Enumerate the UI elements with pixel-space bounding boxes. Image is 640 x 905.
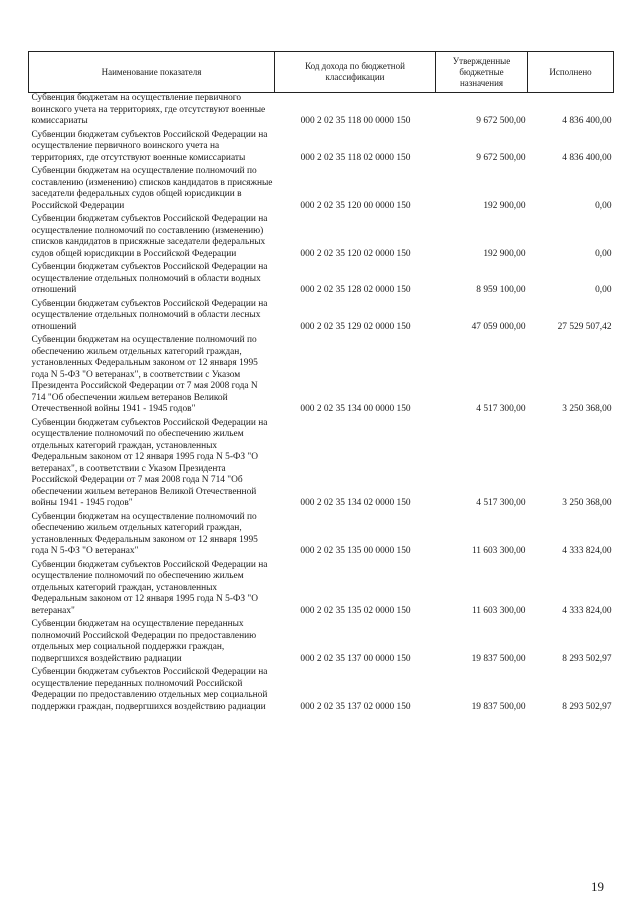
cell-name: Субвенция бюджетам на осуществление первичного воинского учета на территориях, где отсутствуют военные комиссариаты (31, 93, 266, 126)
cell-code: 000 2 02 35 128 02 0000 150 (300, 285, 411, 295)
table-row (29, 619, 614, 667)
cell-name: Субвенции бюджетам субъектов Российской Федерации на осуществление переданных полномочий Российской Федерации по предоставлению отдельных мер социальной поддержки граждан, подвергшихся воздействию радиации (31, 667, 268, 712)
cell-code: 000 2 02 35 129 02 0000 150 (300, 321, 411, 332)
budget-table (28, 51, 614, 715)
header-code: Код дохода по бюджетной классификации (275, 52, 436, 93)
header-approved: Утвержденные бюджетные назначения (436, 52, 528, 93)
cell-name: Субвенции бюджетам субъектов Российской Федерации на осуществление полномочий по составлению (изменению) списков кандидатов в присяжные заседатели федеральных судов общей юрисдикции в Российской Федерации (31, 214, 268, 259)
table-row (29, 512, 614, 560)
cell-code: 000 2 02 35 134 02 0000 150 (300, 498, 411, 508)
cell-approved: 11 603 300,00 (471, 546, 526, 556)
cell-approved: 19 837 500,00 (471, 701, 526, 712)
header-executed: Исполнено (528, 52, 614, 93)
table-body (29, 93, 614, 716)
cell-name: Субвенции бюджетам на осуществление полномочий по обеспечению жильем отдельных категорий граждан, установленных Федеральным законом от 12 января 1995 года N 5-ФЗ "О ветеранах" (31, 511, 258, 556)
cell-code: 000 2 02 35 118 02 0000 150 (300, 152, 411, 163)
cell-code: 000 2 02 35 135 00 0000 150 (300, 546, 411, 556)
cell-executed: 8 293 502,97 (562, 653, 612, 664)
header-name: Наименование показателя (29, 52, 275, 93)
table-row (29, 667, 614, 715)
table-row (29, 418, 614, 512)
cell-code: 000 2 02 35 118 00 0000 150 (300, 116, 411, 126)
page-number: 19 (591, 879, 604, 894)
cell-code: 000 2 02 35 120 00 0000 150 (300, 200, 411, 211)
table-row (29, 130, 614, 167)
cell-approved: 47 059 000,00 (471, 321, 526, 332)
table-row (29, 214, 614, 262)
cell-executed: 4 836 400,00 (562, 116, 612, 126)
cell-name: Субвенции бюджетам субъектов Российской Федерации на осуществление отдельных полномочий в области лесных отношений (31, 298, 268, 332)
cell-code: 000 2 02 35 135 02 0000 150 (300, 605, 411, 616)
table-header-row (29, 52, 614, 93)
cell-name: Субвенции бюджетам субъектов Российской Федерации на осуществление первичного воинского учета на территориях, где отсутствуют военные комиссариаты (31, 129, 268, 163)
cell-approved: 19 837 500,00 (471, 653, 526, 664)
cell-name: Субвенции бюджетам субъектов Российской Федерации на осуществление полномочий по обеспечению жильем отдельных категорий граждан, установленных Федеральным законом от 12 января 1995 года N 5-ФЗ "О ветеранах" (31, 559, 268, 616)
table-row (29, 299, 614, 336)
cell-approved: 11 603 300,00 (471, 605, 526, 616)
cell-code: 000 2 02 35 137 00 0000 150 (300, 653, 411, 664)
cell-executed: 3 250 368,00 (562, 498, 612, 508)
cell-name: Субвенции бюджетам субъектов Российской Федерации на осуществление полномочий по обеспечению жильем отдельных категорий граждан, установленных Федеральным законом от 12 января 1995 года N 5-ФЗ "О ветеранах", в соответствии с Указом Президента Российской Федерации от 7 мая 2008 года N 714 "Об обеспечении жильем ветеранов Великой Отечественной войны 1941 - 1945 годов" (31, 417, 268, 508)
table-row (29, 560, 614, 620)
cell-code: 000 2 02 35 134 00 0000 150 (300, 404, 411, 414)
cell-executed: 0,00 (595, 200, 612, 211)
cell-name: Субвенции бюджетам на осуществление полномочий по обеспечению жильем отдельных категорий граждан, установленных Федеральным законом от 12 января 1995 года N 5-ФЗ "О ветеранах", в соответствии с Указом Президента Российской Федерации от 7 мая 2008 года N 714 "Об обеспечении жильем ветеранов Великой Отечественной войны 1941 - 1945 годов" (31, 335, 258, 414)
cell-approved: 4 517 300,00 (476, 498, 526, 508)
cell-executed: 27 529 507,42 (557, 321, 612, 332)
cell-approved: 4 517 300,00 (476, 404, 526, 414)
cell-name: Субвенции бюджетам на осуществление переданных полномочий Российской Федерации по предоставлению отдельных мер социальной поддержки граждан, подвергшихся воздействию радиации (31, 619, 257, 664)
cell-approved: 9 672 500,00 (476, 116, 526, 126)
cell-executed: 0,00 (595, 248, 612, 259)
table-row (29, 262, 614, 299)
cell-approved: 9 672 500,00 (476, 152, 526, 163)
cell-executed: 4 836 400,00 (562, 152, 612, 163)
cell-code: 000 2 02 35 137 02 0000 150 (300, 701, 411, 712)
cell-executed: 8 293 502,97 (562, 701, 612, 712)
cell-executed: 3 250 368,00 (562, 404, 612, 414)
cell-code: 000 2 02 35 120 02 0000 150 (300, 248, 411, 259)
table-row (29, 166, 614, 214)
cell-approved: 192 900,00 (483, 200, 526, 211)
cell-name: Субвенции бюджетам субъектов Российской Федерации на осуществление отдельных полномочий в области водных отношений (31, 262, 268, 295)
cell-executed: 0,00 (595, 285, 612, 295)
cell-name: Субвенции бюджетам на осуществление полномочий по составлению (изменению) списков кандидатов в присяжные заседатели федеральных судов общей юрисдикции в Российской Федерации (31, 166, 273, 211)
cell-approved: 192 900,00 (483, 248, 526, 259)
cell-executed: 4 333 824,00 (562, 605, 612, 616)
cell-approved: 8 959 100,00 (476, 285, 526, 295)
table-row (29, 93, 614, 130)
cell-executed: 4 333 824,00 (562, 546, 612, 556)
table-row (29, 335, 614, 418)
